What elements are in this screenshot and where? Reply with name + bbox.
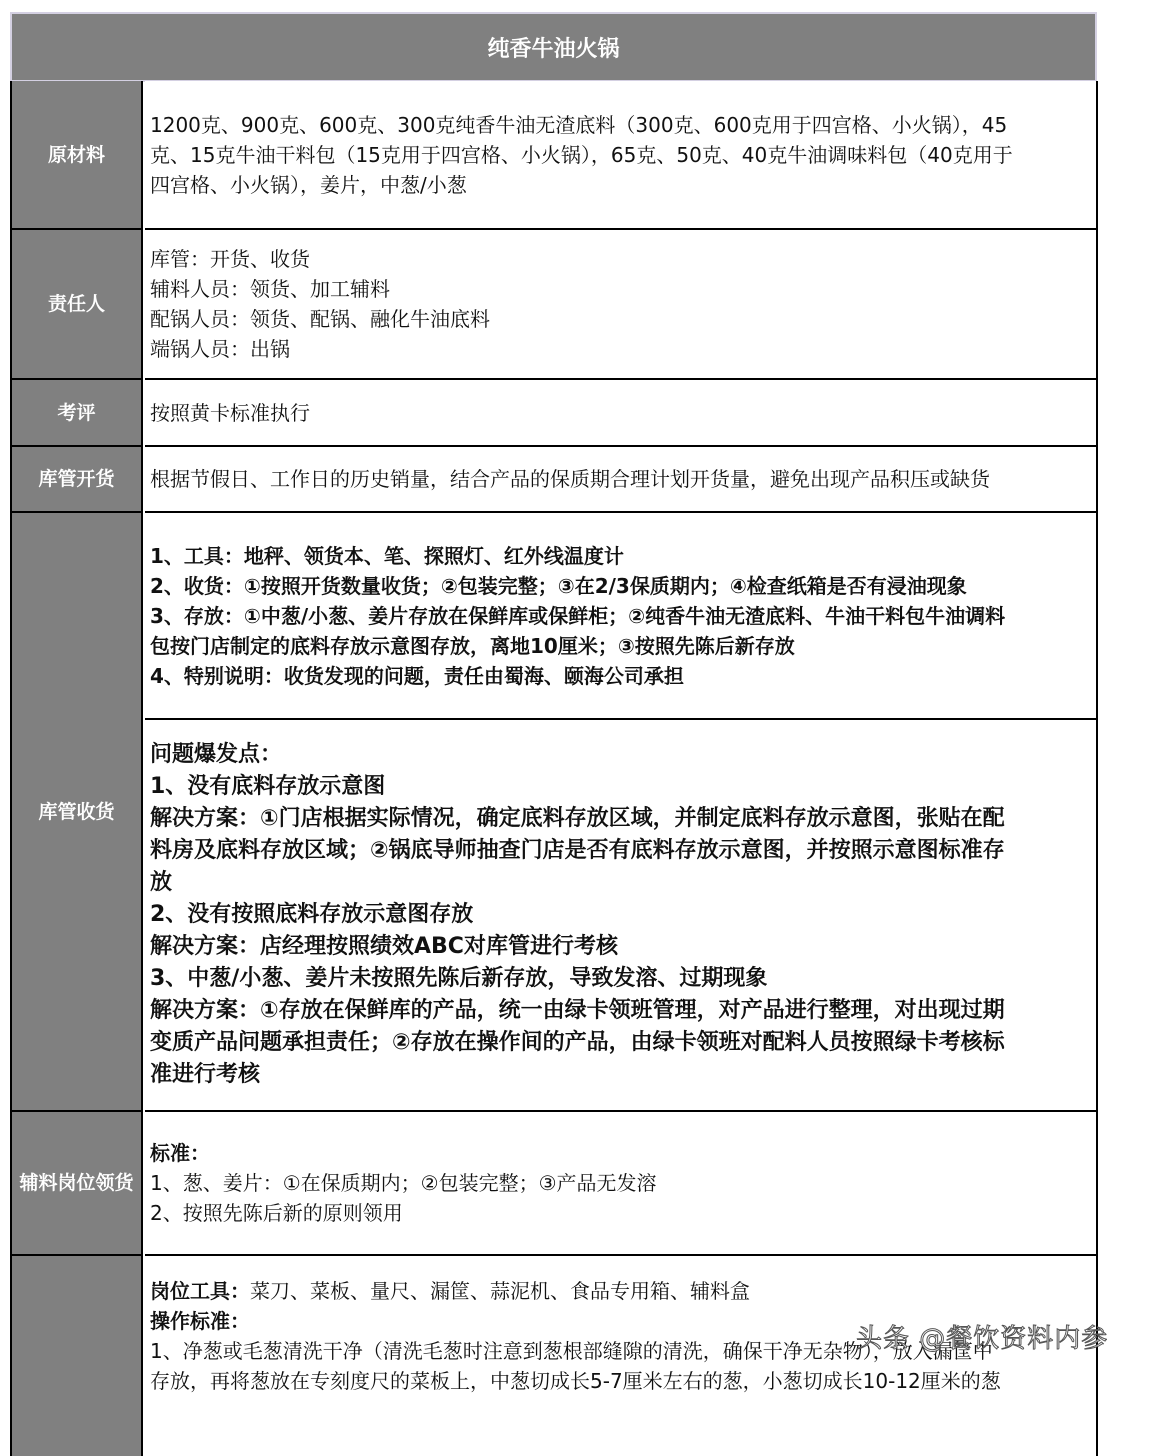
row-label: 责任人: [10, 230, 143, 380]
receive-problem-block: [145, 720, 1096, 1110]
watermark: 头条 @餐饮资料内参: [856, 1324, 1109, 1354]
aux-receive-cell: [145, 1112, 1098, 1256]
row-label: 辅料岗位领货: [10, 1112, 143, 1256]
standard-label: 操作标准：: [150, 1309, 250, 1333]
tools-label: 岗位工具：: [150, 1279, 250, 1303]
text-line: 3、中葱/小葱、姜片未按照先陈后新存放，导致发溶、过期现象: [150, 966, 768, 991]
row-label: [10, 1256, 143, 1456]
page-title: 纯香牛油火锅: [487, 36, 620, 62]
text-line: 解决方案：①存放在保鲜库的产品，统一由绿卡领班管理，对产品进行整理，对出现过期: [150, 998, 1005, 1023]
text-line: 根据节假日、工作日的历史销量，结合产品的保质期合理计划开货量，避免出现产品积压或缺货: [150, 467, 990, 491]
row-label: 考评: [10, 380, 143, 447]
row-label: 原材料: [10, 81, 143, 230]
row-evaluation: [10, 380, 1098, 447]
text-line: 1、净葱或毛葱清洗干净（清洗毛葱时注意到葱根部缝隙的清洗，确保干净无杂物），放入漏筐中: [150, 1339, 993, 1363]
responsible-cell: [145, 230, 1098, 380]
text-line: 放: [150, 870, 173, 895]
text-line: 克、15克牛油干料包（15克用于四宫格、小火锅），65克、50克、40克牛油调味料包（40克用于: [150, 142, 1013, 167]
raw-materials-cell: [145, 81, 1098, 230]
text-line: 包按门店制定的底料存放示意图存放，离地10厘米；③按照先陈后新存放: [150, 633, 795, 658]
row-label: 库管开货: [10, 447, 143, 513]
row-label: 库管收货: [10, 513, 143, 1112]
text-line: 1、葱、姜片：①在保质期内；②包装完整；③产品无发溶: [150, 1171, 657, 1195]
text-line: 2、收货：①按照开货数量收货；②包装完整；③在2/3保质期内；④检查纸箱是否有浸油现象: [150, 573, 967, 598]
text-line: 按照黄卡标准执行: [150, 400, 310, 425]
text-line: 2、没有按照底料存放示意图存放: [150, 902, 474, 927]
receive-standard-block: [145, 513, 1096, 720]
text-line: 1、工具：地秤、领货本、笔、探照灯、红外线温度计: [150, 543, 624, 568]
text-line: 标准：: [150, 1141, 210, 1165]
text-line: 料房及底料存放区域；②锅底导师抽查门店是否有底料存放示意图，并按照示意图标准存: [150, 838, 1005, 863]
text-line: 库管：开货、收货: [150, 247, 310, 271]
text-line: 配锅人员：领货、配锅、融化牛油底料: [150, 307, 490, 331]
evaluation-cell: [145, 380, 1098, 447]
row-responsible: [10, 230, 1098, 380]
text-line: 1200克、900克、600克、300克纯香牛油无渣底料（300克、600克用于四宫格、小火锅），45: [150, 112, 1008, 137]
text-line: 4、特别说明：收货发现的问题，责任由蜀海、颐海公司承担: [150, 663, 684, 688]
row-warehouse-order: [10, 447, 1098, 513]
page-title-bar: [10, 12, 1097, 82]
text-line: 辅料人员：领货、加工辅料: [150, 277, 390, 301]
warehouse-order-cell: [145, 447, 1098, 513]
tools-value: 菜刀、菜板、量尺、漏筐、蒜泥机、食品专用箱、辅料盒: [250, 1279, 750, 1303]
text-line: 存放，再将葱放在专刻度尺的菜板上，中葱切成长5-7厘米左右的葱，小葱切成长10-12厘米的葱: [150, 1369, 1001, 1393]
text-line: 问题爆发点：: [150, 742, 283, 767]
aux-processing-cell: [145, 1256, 1098, 1456]
text-line: 变质产品问题承担责任；②存放在操作间的产品，由绿卡领班对配料人员按照绿卡考核标: [150, 1030, 1005, 1055]
text-line: 解决方案：①门店根据实际情况，确定底料存放区域，并制定底料存放示意图，张贴在配: [150, 806, 1005, 831]
text-line: 解决方案：店经理按照绩效ABC对库管进行考核: [150, 934, 618, 959]
text-line: 1、没有底料存放示意图: [150, 774, 386, 799]
text-line: 准进行考核: [150, 1062, 261, 1087]
warehouse-receive-cell: [145, 513, 1098, 1112]
row-aux-processing: [10, 1256, 1098, 1456]
row-warehouse-receive: [10, 513, 1098, 1112]
row-aux-receive: [10, 1112, 1098, 1256]
text-line: 2、按照先陈后新的原则领用: [150, 1201, 403, 1225]
text-line: 四宫格、小火锅），姜片，中葱/小葱: [150, 172, 467, 197]
row-raw-materials: [10, 81, 1098, 230]
text-line: 3、存放：①中葱/小葱、姜片存放在保鲜库或保鲜柜；②纯香牛油无渣底料、牛油干料包牛油调料: [150, 603, 1006, 628]
text-line: 端锅人员：出锅: [150, 337, 290, 361]
